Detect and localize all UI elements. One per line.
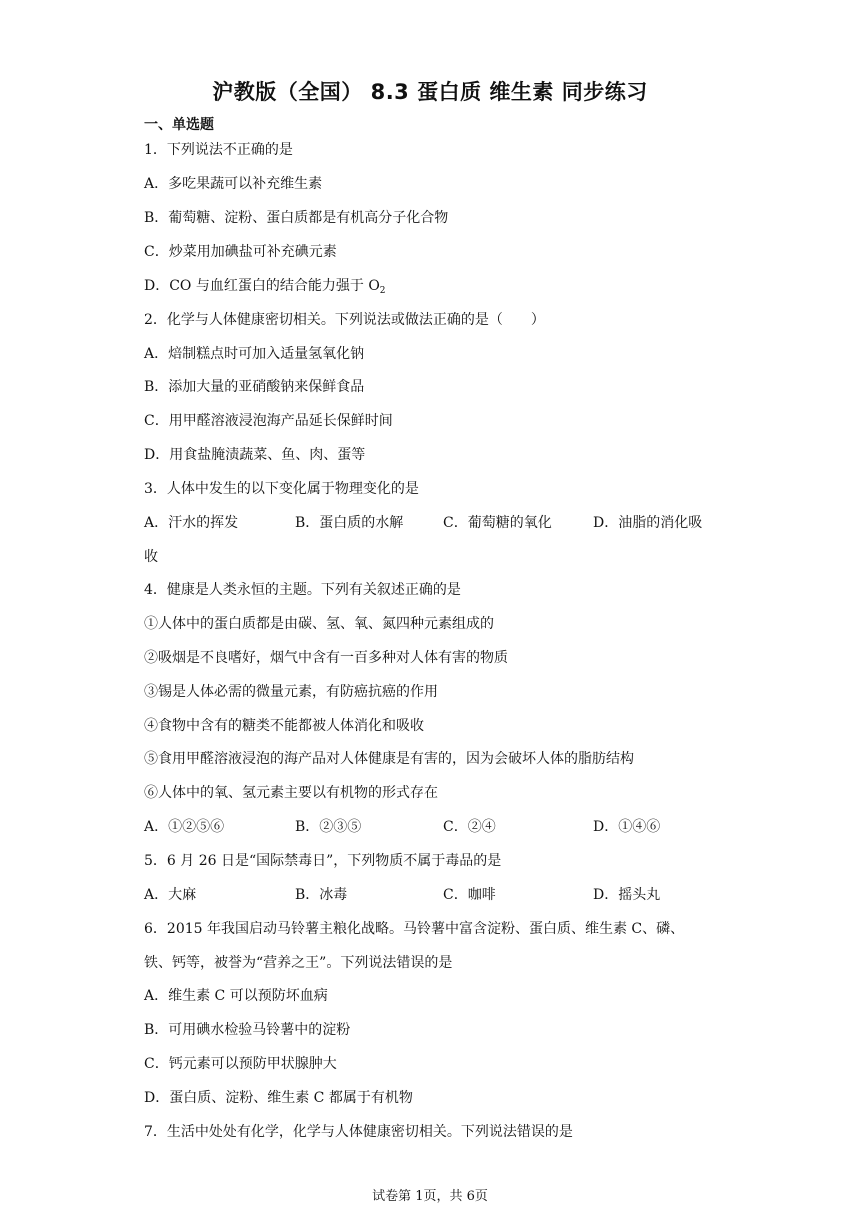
question-6-stem-line-1: 6．2015 年我国启动马铃薯主粮化战略。马铃薯中富含淀粉、蛋白质、维生素 C、磷、 xyxy=(144,921,685,937)
question-4-statement-1: ①人体中的蛋白质都是由碳、氢、氧、氮四种元素组成的 xyxy=(144,616,494,632)
question-4-statement-2: ②吸烟是不良嗜好，烟气中含有一百多种对人体有害的物质 xyxy=(144,650,508,666)
option-d-text: D．CO 与血红蛋白的结合能力强于 O xyxy=(144,278,380,294)
question-4-statement-5: ⑤食用甲醛溶液浸泡的海产品对人体健康是有害的，因为会破坏人体的脂肪结构 xyxy=(144,751,634,767)
question-2-option-c: C．用甲醛溶液浸泡海产品延长保鲜时间 xyxy=(144,413,393,429)
question-3-option-b: B．蛋白质的水解 xyxy=(295,515,404,531)
question-1-stem: 1．下列说法不正确的是 xyxy=(144,142,293,158)
question-5-option-a: A．大麻 xyxy=(144,887,197,903)
question-4-option-c: C．②④ xyxy=(443,819,496,835)
question-6-option-a: A．维生素 C 可以预防坏血病 xyxy=(144,988,328,1004)
question-5-option-b: B．冰毒 xyxy=(295,887,348,903)
question-4-stem: 4．健康是人类永恒的主题。下列有关叙述正确的是 xyxy=(144,582,461,598)
question-3-stem: 3．人体中发生的以下变化属于物理变化的是 xyxy=(144,481,419,497)
question-5-option-c: C．咖啡 xyxy=(443,887,496,903)
page-footer: 试卷第 1页，共 6页 xyxy=(372,1189,488,1204)
question-1-option-a: A．多吃果蔬可以补充维生素 xyxy=(144,176,323,192)
question-7-stem: 7．生活中处处有化学，化学与人体健康密切相关。下列说法错误的是 xyxy=(144,1124,573,1140)
question-1-option-d xyxy=(144,277,386,300)
question-6-option-b: B．可用碘水检验马铃薯中的淀粉 xyxy=(144,1022,351,1038)
question-4-statement-6: ⑥人体中的氧、氢元素主要以有机物的形式存在 xyxy=(144,785,438,801)
page-title: 沪教版（全国） 8.3 蛋白质 维生素 同步练习 xyxy=(212,80,648,104)
question-5-option-d: D．摇头丸 xyxy=(593,887,661,903)
subscript: 2 xyxy=(379,286,386,296)
question-5-stem: 5．6 月 26 日是“国际禁毒日”，下列物质不属于毒品的是 xyxy=(144,853,502,869)
section-heading: 一、单选题 xyxy=(144,117,214,133)
question-3-option-a: A．汗水的挥发 xyxy=(144,515,239,531)
question-4-option-d: D．①④⑥ xyxy=(593,819,661,835)
question-6-stem-line-2: 铁、钙等，被誉为“营养之王”。下列说法错误的是 xyxy=(144,955,453,971)
question-1-option-b: B．葡萄糖、淀粉、蛋白质都是有机高分子化合物 xyxy=(144,210,449,226)
question-2-option-a: A．焙制糕点时可加入适量氢氧化钠 xyxy=(144,346,365,362)
question-4-statement-4: ④食物中含有的糖类不能都被人体消化和吸收 xyxy=(144,718,424,734)
question-2-option-d: D．用食盐腌渍蔬菜、鱼、肉、蛋等 xyxy=(144,447,366,463)
question-3-option-c: C．葡萄糖的氧化 xyxy=(443,515,552,531)
question-3-option-d: D．油脂的消化吸 xyxy=(593,515,703,531)
question-6-option-d: D．蛋白质、淀粉、维生素 C 都属于有机物 xyxy=(144,1090,413,1106)
question-2-stem: 2．化学与人体健康密切相关。下列说法或做法正确的是（ ） xyxy=(144,312,545,328)
question-6-option-c: C．钙元素可以预防甲状腺肿大 xyxy=(144,1056,337,1072)
question-3-option-d-continued: 收 xyxy=(144,549,158,565)
question-4-statement-3: ③锡是人体必需的微量元素，有防癌抗癌的作用 xyxy=(144,684,438,700)
question-4-option-b: B．②③⑤ xyxy=(295,819,362,835)
question-2-option-b: B．添加大量的亚硝酸钠来保鲜食品 xyxy=(144,379,365,395)
question-4-option-a: A．①②⑤⑥ xyxy=(144,819,225,835)
question-1-option-c: C．炒菜用加碘盐可补充碘元素 xyxy=(144,244,337,260)
